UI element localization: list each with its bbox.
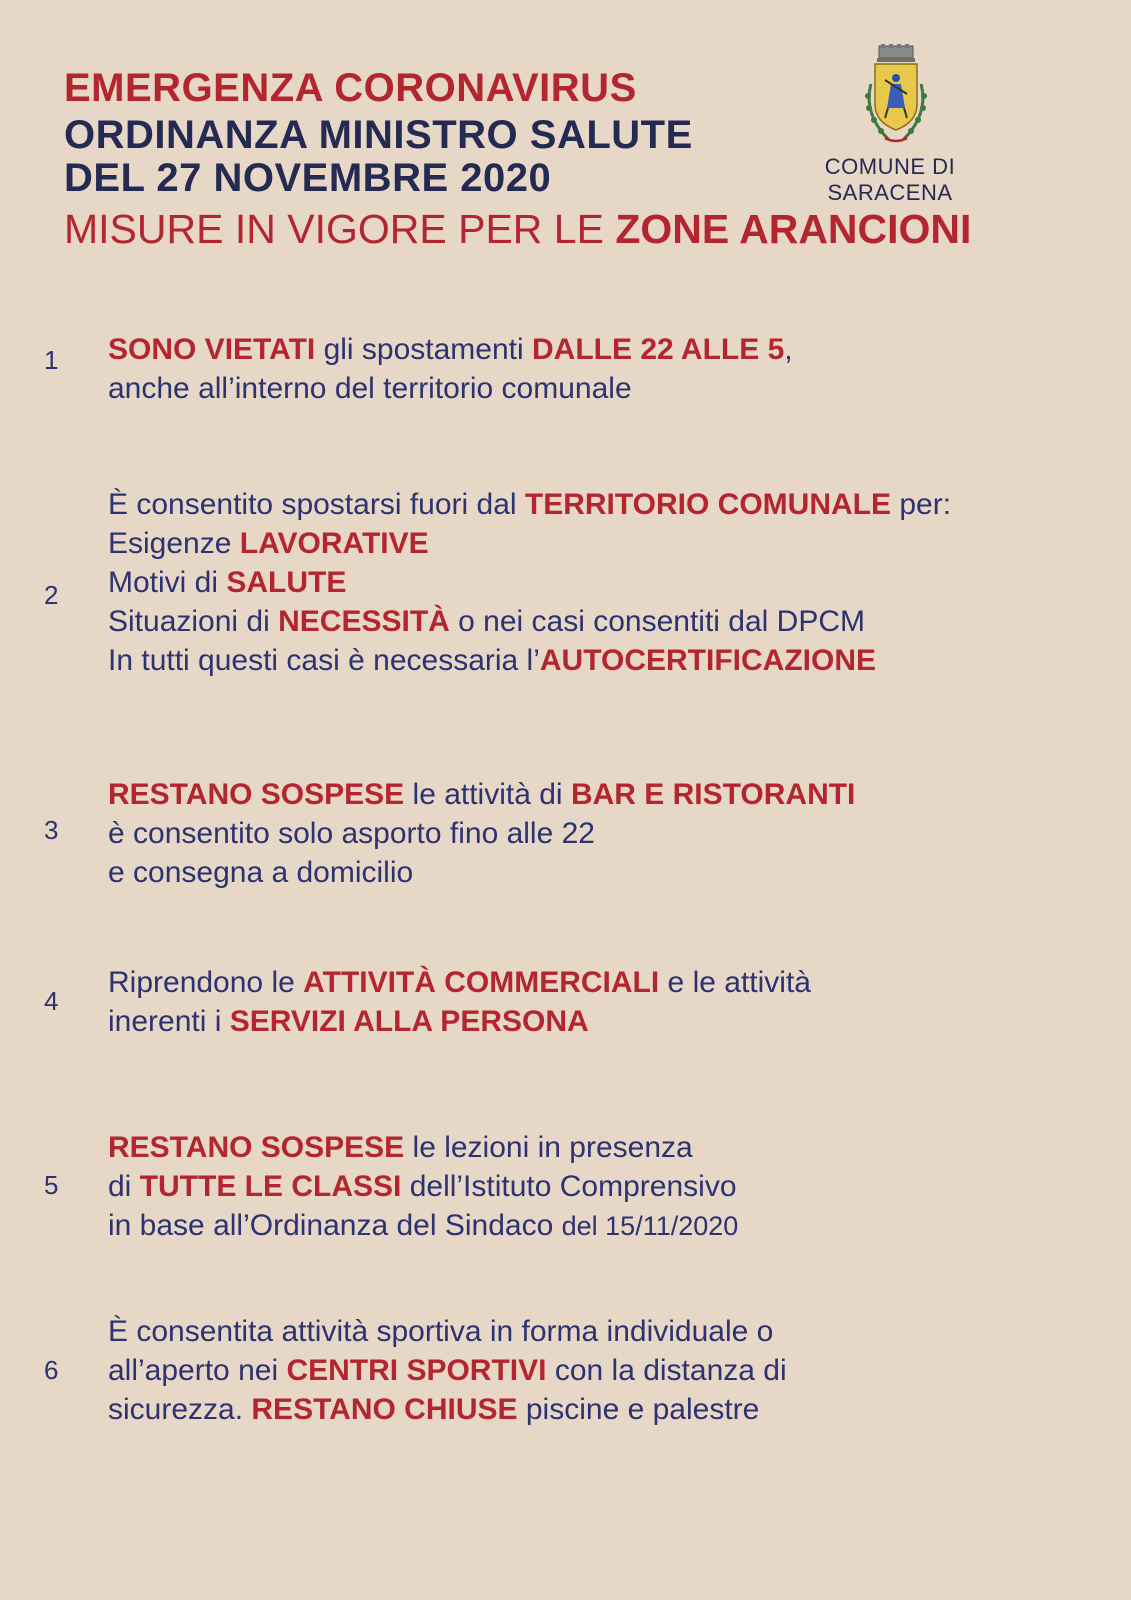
item-text: le lezioni in presenza — [404, 1131, 693, 1164]
item-emphasis: RESTANO SOSPESE — [108, 1131, 405, 1164]
item-text: e le attività — [659, 966, 811, 999]
item-line — [108, 602, 1118, 641]
item-number: 2 — [44, 580, 59, 610]
item-line — [108, 775, 1118, 814]
item-number: 6 — [44, 1355, 59, 1385]
item-text: in base all’Ordinanza del Sindaco — [108, 1209, 562, 1242]
subtitle-zone — [64, 206, 971, 253]
item-emphasis: SALUTE — [226, 566, 347, 599]
item-text: In tutti questi casi è necessaria l’ — [108, 644, 540, 677]
item-text: Situazioni di — [108, 605, 279, 638]
item-emphasis: DALLE 22 ALLE 5 — [532, 333, 785, 366]
item-number: 4 — [44, 986, 59, 1016]
item-emphasis: SERVIZI ALLA PERSONA — [229, 1005, 589, 1038]
item-emphasis: LAVORATIVE — [239, 527, 429, 560]
item-text: Esigenze — [108, 527, 240, 560]
item-number: 5 — [44, 1170, 59, 1200]
list-item — [108, 963, 1118, 1041]
item-line — [108, 330, 1118, 369]
item-emphasis: RESTANO SOSPESE — [108, 778, 405, 811]
title-ordinance: ORDINANZA MINISTRO SALUTE — [64, 113, 693, 157]
title-date: DEL 27 NOVEMBRE 2020 — [64, 156, 552, 200]
item-number: 1 — [44, 345, 59, 375]
item-line — [108, 1351, 1118, 1390]
item-line — [108, 641, 1118, 680]
item-line: È consentita attività sportiva in forma individuale o — [108, 1315, 774, 1348]
item-line — [108, 1167, 1118, 1206]
item-line: anche all’interno del territorio comunale — [108, 372, 632, 405]
item-line — [108, 524, 1118, 563]
item-text: con la distanza di — [546, 1354, 787, 1387]
item-text: È consentito spostarsi fuori dal — [108, 488, 525, 521]
item-line — [108, 1128, 1118, 1167]
item-text: di — [108, 1170, 140, 1203]
item-text: o nei casi consentiti dal DPCM — [449, 605, 865, 638]
title-emergency: EMERGENZA CORONAVIRUS — [64, 66, 637, 110]
item-line — [108, 563, 1118, 602]
ordinance-date: del 15/11/2020 — [561, 1211, 739, 1241]
list-item — [108, 330, 1118, 408]
item-text: inerenti i — [108, 1005, 230, 1038]
item-line — [108, 1206, 1118, 1245]
list-item — [108, 775, 1118, 892]
item-number: 3 — [44, 815, 59, 845]
item-emphasis: NECESSITÀ — [278, 605, 450, 638]
item-line: è consentito solo asporto fino alle 22 — [108, 817, 595, 850]
item-emphasis: TERRITORIO COMUNALE — [524, 488, 891, 521]
item-emphasis: BAR E RISTORANTI — [570, 778, 856, 811]
item-emphasis: AUTOCERTIFICAZIONE — [539, 644, 876, 677]
item-text: Riprendono le — [108, 966, 304, 999]
item-text: sicurezza. — [108, 1393, 252, 1426]
item-text: dell’Istituto Comprensivo — [401, 1170, 737, 1203]
item-emphasis: TUTTE LE CLASSI — [139, 1170, 402, 1203]
item-emphasis: RESTANO CHIUSE — [251, 1393, 518, 1426]
item-emphasis: CENTRI SPORTIVI — [286, 1354, 547, 1387]
item-line — [108, 485, 1118, 524]
item-line: e consegna a domicilio — [108, 856, 414, 889]
item-text: Motivi di — [108, 566, 227, 599]
item-text: gli spostamenti — [315, 333, 533, 366]
item-emphasis: SONO VIETATI — [108, 333, 316, 366]
item-line — [108, 963, 1118, 1002]
item-line — [108, 1390, 1118, 1429]
list-item — [108, 1312, 1118, 1429]
item-emphasis: ATTIVITÀ COMMERCIALI — [303, 966, 660, 999]
subtitle-prefix: MISURE IN VIGORE PER LE — [64, 206, 616, 252]
municipality-caption: COMUNE DI SARACENA — [824, 154, 956, 205]
list-item — [108, 485, 1118, 680]
item-text: le attività di — [404, 778, 571, 811]
item-line — [108, 1002, 1118, 1041]
list-item — [108, 1128, 1118, 1245]
item-text: per: — [891, 488, 952, 521]
saracena-coat-of-arms-icon — [855, 44, 937, 148]
item-text: all’aperto nei — [108, 1354, 287, 1387]
subtitle-emphasis: ZONE ARANCIONI — [615, 206, 972, 252]
item-text: piscine e palestre — [517, 1393, 760, 1426]
item-text: , — [784, 333, 793, 366]
